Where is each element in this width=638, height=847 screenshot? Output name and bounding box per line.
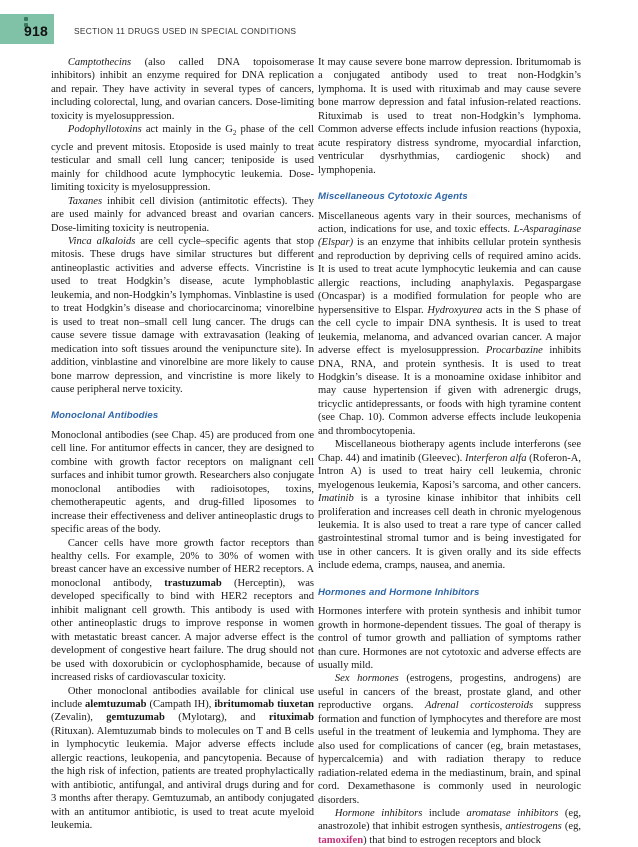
term: Adrenal corticosteroids bbox=[425, 700, 534, 712]
paragraph-misc-agents: Miscellaneous agents vary in their sources, mechanisms of action, indications for use, and toxic effects. L-Asparaginase (Elspar) is an enzyme that inhibits cellular protein synthesis and reproduction by depriving cells of required amino acids. It is used to treat acute lymphocytic leukemia and can cause allergic reactions, including anaphylaxis. Pegaspargase (Oncaspar) is a modified formulation for people who are hypersensitive to Elspar. Hydroxyurea acts in the S phase of the cell cycle to impair DNA synthesis. It is used to treat leukemia, melanoma, and advanced ovarian cancer. A major adverse effect is myelosuppression. Procarbazine inhibits DNA, RNA, and protein synthesis. It is used to treat Hodgkin’s disease. It is a monoamine oxidase inhibitor and may cause hypertension if given with adrenergic drugs, tricyclic antidepressants, or foods with high tyramine content (see Chap. 10). Common adverse effects include leukopenia and thrombocytopenia. bbox=[318, 210, 581, 437]
term: Procarbazine bbox=[485, 345, 543, 357]
left-column bbox=[51, 56, 314, 832]
paragraph-vinca-alkaloids: Vinca alkaloids are cell cycle–specific agents that stop mitosis. These drugs have similar structures but different antineoplastic activities and adverse effects. Vincristine is used to treat Hodgkin’s disease, acute lymphoblastic leukemia, and non-Hodgkin’s lymphomas. Vinblastine is used to treat Hodgkin’s disease and choriocarcinoma; vinorelbine is used to treat non–small cell lung cancer. The drugs can cause severe tissue damage with extravasation (leaking of medication into soft tissues around the venipuncture site). In addition, vinblastine and vinorelbine are more likely to cause bone marrow depression, and vincristine is more likely to cause peripheral nerve toxicity. bbox=[51, 236, 315, 395]
term: Vinca alkaloids bbox=[67, 236, 136, 247]
term: Interferon alfa bbox=[465, 452, 527, 464]
paragraph-other-monoclonals: Other monoclonal antibodies available for clinical use include alemtuzumab (Campath IH), ibritumomab tiuxetan (Zevalin), gemtuzumab (Mylotarg), and rituximab (Rituxan). Alemtuzumab binds to molecules on T and B cells in lymphocytic leukemia. Major adverse effects include allergic reactions, leukopenia, and pancytopenia. Because of the high risk of infection, patients are treated prophylactically with antibiotic, antifungal, and antiviral drugs during and for 3 months after therapy. Gemtuzumab, an antibody conjugated with an antitumor antibiotic, is used to treat acute myeloid leukemia. bbox=[51, 685, 314, 832]
term: Camptothecins bbox=[67, 57, 132, 68]
drug-name: gemtuzumab bbox=[106, 712, 165, 724]
term: Sex hormones bbox=[334, 673, 399, 685]
drug-name: rituximab bbox=[268, 712, 314, 724]
term: aromatase inhibitors bbox=[466, 808, 559, 820]
term: Podophyllotoxins bbox=[67, 124, 142, 136]
paragraph-hormones-intro: Hormones interfere with protein synthesis and inhibit tumor growth in hormone-dependent tissues. The goal of therapy is control of tumor growth and palliation of symptoms rather than cure. Hormones are not cytotoxic and adverse effects are usually mild. bbox=[318, 606, 581, 672]
right-column bbox=[318, 56, 581, 847]
paragraph-sex-hormones: Sex hormones (estrogens, progestins, androgens) are useful in cancers of the breast, prostate gland, and other reproductive organs. Adrenal corticosteroids suppress formation and function of lymphocytes and therefore are most useful in the treatment of leukemia and lymphoma. They are also used for complications of cancer (eg, brain metastases, hypercalcemia) and with radiation therapy to reduce radiation-related edema in the mediastinum, brain, and spinal cord. Dexamethasone is commonly used in neurologic disorders. bbox=[318, 673, 582, 806]
drug-name-highlight: tamoxifen bbox=[318, 834, 364, 846]
paragraph-continued: It may cause severe bone marrow depression. Ibritumomab is a conjugated antibody used to treat non-Hodgkin’s lymphoma. It is used with rituximab and may cause severe bone marrow depression and fatal infusion-related reactions. Rituximab is used to treat non-Hodgkin’s lymphoma. Common adverse effects include infusion reactions (hypoxia, acute respiratory distress syndrome, myocardial infarction, ventricular dysrhythmias, cardiogenic shock) and lymphopenia. bbox=[318, 57, 581, 176]
paragraph-camptothecins: Camptothecins (also called DNA topoisomerase inhibitors) inhibit an enzyme required for DNA replication and repair. They have activity in several types of cancers, including colorectal, lung, and ovarian cancers. Dose-limiting toxicity is myelosuppression. bbox=[51, 57, 314, 122]
term: Hormone inhibitors bbox=[334, 808, 423, 820]
heading-miscellaneous-cytotoxic-agents: Miscellaneous Cytotoxic Agents bbox=[318, 191, 468, 203]
drug-name: ibritumomab tiuxetan bbox=[214, 698, 314, 710]
drug-name: trastuzumab bbox=[164, 577, 222, 589]
term: antiestrogens bbox=[505, 821, 562, 833]
tab-marker-icon bbox=[24, 17, 28, 21]
term: Taxanes bbox=[67, 195, 103, 207]
term: L-Asparaginase (Elspar) bbox=[318, 223, 581, 249]
term: Imatinib bbox=[318, 493, 354, 505]
paragraph-hormone-inhibitors: Hormone inhibitors include aromatase inhibitors (eg, anastrozole) that inhibit estrogen synthesis, antiestrogens (eg, tamoxifen) that bind to estrogen receptors and block bbox=[318, 808, 581, 846]
paragraph-trastuzumab: Cancer cells have more growth factor receptors than healthy cells. For example, 20% to 30% of women with breast cancer have an excessive number of HER2 receptors. A monoclonal antibody, trastuzumab (Herceptin), was developed specifically to bind with HER2 receptors and inhibit malignant cell growth. This antibody is used with other antineoplastic drugs to improve response in women with metastatic breast cancer. A major adverse effect is the development of congestive heart failure. The drug should not be used with doxorubicin or cyclophosphamide, because of increased risks of cardiovascular toxicity. bbox=[51, 537, 314, 684]
page-number: 918 bbox=[24, 23, 48, 39]
section-title: SECTION 11 DRUGS USED IN SPECIAL CONDITIONS bbox=[74, 26, 297, 36]
paragraph-monoclonal-intro: Monoclonal antibodies (see Chap. 45) are produced from one cell line. For antitumor effects in cancer, they are designed to combine with growth factor receptors on malignant cell surfaces and inhibit tumor growth. Researchers also conjugate monoclonal antibodies with radioisotopes, toxins, chemotherapeutic agents, and drug-filled liposomes to increase their effectiveness and deliver antineoplastic drugs to specific areas of the body. bbox=[51, 429, 314, 536]
term: Hydroxyurea bbox=[427, 304, 483, 316]
heading-monoclonal-antibodies: Monoclonal Antibodies bbox=[51, 410, 159, 422]
paragraph-taxanes: Taxanes inhibit cell division (antimitotic effects). They are used mainly for advanced breast and ovarian cancers. Dose-limiting toxicity is neutropenia. bbox=[51, 195, 314, 234]
paragraph-biotherapy: Miscellaneous biotherapy agents include interferons (see Chap. 44) and imatinib (Gleevec). Interferon alfa (Roferon-A, Intron A) is used to treat hairy cell leukemia, chronic myelogenous leukemia, Kaposi’s sarcoma, and other cancers. Imatinib is a tyrosine kinase inhibitor that inhibits cell proliferation and increases cell death in chronic myelogenous leukemia. It is also used to treat a rare type of cancer called gastrointestinal stromal tumor and is being investigated for use in other cancers. It is given orally and its side effects include edema, cramps, nausea, and anemia. bbox=[318, 439, 581, 572]
paragraph-podophyllotoxins: Podophyllotoxins act mainly in the $G_2$ phase of the cell cycle and prevent mitosis. Etoposide is used mainly to treat testicular and small cell lung cancer; teniposide is used mainly for childhood acute lymphocytic leukemia. Dose-limiting toxicity is myelosuppression. bbox=[51, 124, 314, 194]
drug-name: alemtuzumab bbox=[85, 698, 147, 710]
heading-hormones: Hormones and Hormone Inhibitors bbox=[318, 586, 480, 598]
